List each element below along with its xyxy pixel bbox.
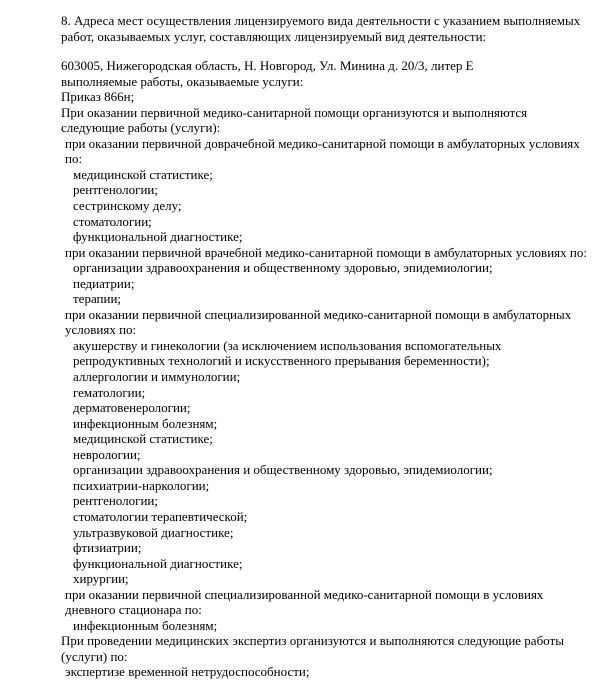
prevrach-title: при оказании первичной доврачебной медико-санитарной помощи в амбулаторных условиях по: — [65, 135, 580, 167]
order-reference: Приказ 866н; — [61, 89, 135, 105]
special-amb-list — [61, 338, 591, 587]
vrach-list — [61, 260, 591, 307]
list-item: неврологии; — [73, 446, 141, 462]
list-item: стоматологии; — [73, 213, 152, 229]
list-item: педиатрии; — [73, 275, 135, 291]
list-item: фтизиатрии; — [73, 540, 142, 556]
spacer — [61, 44, 591, 58]
list-item: медицинской статистике; — [73, 166, 213, 182]
prevrach-list — [61, 167, 591, 245]
special-day-list — [61, 618, 591, 634]
list-item: терапии; — [73, 291, 122, 307]
list-item: организации здравоохранения и общественному здоровью, эпидемиологии; — [73, 260, 493, 276]
special-amb-title: при оказании первичной специализированной медико-санитарной помощи в амбулаторных условиях по: — [65, 306, 572, 338]
list-item: инфекционным болезням; — [73, 617, 218, 633]
list-item: гематологии; — [73, 384, 146, 400]
primary-care-intro: При оказании первичной медико-санитарной помощи организуются и выполняются следующие работы (услуги): — [61, 104, 528, 136]
list-item: медицинской статистике; — [73, 431, 213, 447]
list-item: стоматологии терапевтической; — [73, 508, 248, 524]
expertise-list — [61, 664, 591, 680]
list-item: экспертизе временной нетрудоспособности; — [65, 664, 310, 680]
list-item: сестринскому делу; — [73, 198, 182, 214]
special-day-title: при оказании первичной специализированной медико-санитарной помощи в условиях дневного стационара по: — [65, 586, 544, 618]
list-item: дерматовенерологии; — [73, 400, 191, 416]
section-heading: 8. Адреса мест осуществления лицензируемого вида деятельности с указанием выполняемых работ, оказываемых услуг, составляющих лицензируемый вид деятельности: — [61, 13, 581, 44]
list-item: психиатрии-наркологии; — [73, 477, 210, 493]
list-item: аллергологии и иммунологии; — [73, 369, 241, 385]
expertise-intro: При проведении медицинских экспертиз организуются и выполняются следующие работы (услуги) по: — [61, 633, 564, 664]
document-page — [61, 13, 591, 680]
list-item: акушерству и гинекологии (за исключением использования вспомогательных репродуктивных технологий и искусственного прерывания беременности); — [73, 337, 502, 369]
list-item: хирургии; — [73, 571, 129, 587]
list-item: функциональной диагностике; — [73, 555, 243, 571]
list-item: рентгенологии; — [73, 493, 158, 509]
list-item: функциональной диагностике; — [73, 229, 243, 245]
address: 603005, Нижегородская область, Н. Новгород, Ул. Минина д. 20/3, литер Е — [61, 58, 474, 74]
list-item: инфекционным болезням; — [73, 415, 218, 431]
list-item: организации здравоохранения и общественному здоровью, эпидемиологии; — [73, 462, 493, 478]
list-item: ультразвуковой диагностике; — [73, 524, 234, 540]
list-item: рентгенологии; — [73, 182, 158, 198]
works-label: выполняемые работы, оказываемые услуги: — [61, 73, 304, 89]
vrach-title: при оказании первичной врачебной медико-санитарной помощи в амбулаторных условиях по: — [65, 244, 587, 260]
